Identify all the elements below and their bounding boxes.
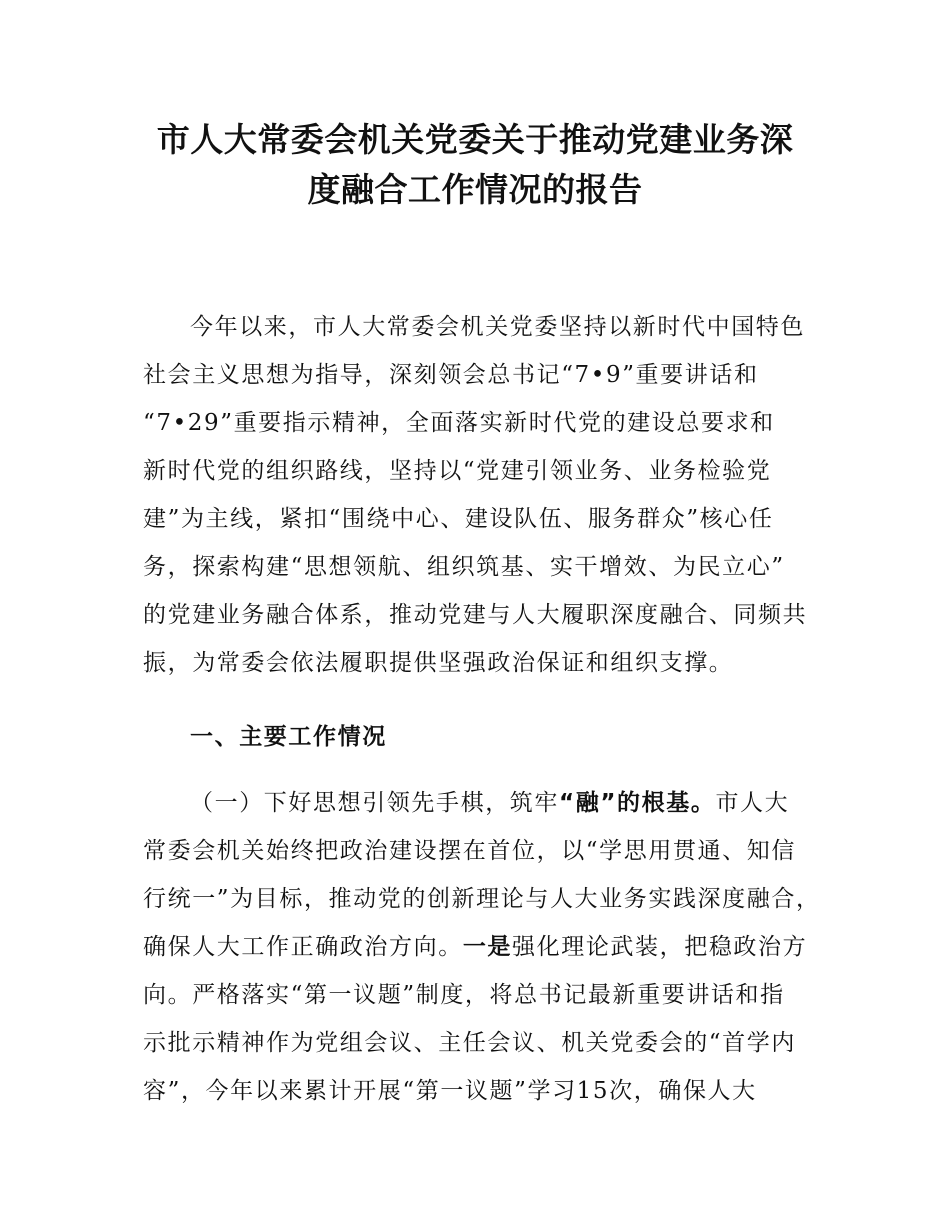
- sub1-line-7: 容”，今年以来累计开展“第一议题”学习15次，确保人大: [143, 1078, 757, 1104]
- sub1-line-4-suffix: 强化理论武装，把稳政治方: [512, 934, 808, 960]
- sub1-line-3: 行统一”为目标，推动党的创新理论与人大业务实践深度融合，: [143, 886, 821, 912]
- sub1-line-1-suffix: 市人大: [715, 790, 790, 816]
- sub1-line-4: [143, 927, 833, 967]
- intro-line-6: 务，探索构建“思想领航、组织筑基、实干增效、为民立心”: [143, 554, 785, 580]
- intro-line-4: 新时代党的组织路线，坚持以“党建引领业务、业务检验党: [143, 458, 772, 484]
- document-title-line-1: 市人大常委会机关党委关于推动党建业务深: [156, 120, 794, 159]
- intro-line-2: 社会主义思想为指导，深刻领会总书记“7•9”重要讲话和: [143, 362, 759, 388]
- intro-line-3: “7•29”重要指示精神，全面落实新时代党的建设总要求和: [143, 410, 775, 436]
- sub1-line-4-prefix: 确保人大工作正确政治方向。: [143, 934, 463, 960]
- sub1-line-2: 常委会机关始终把政治建设摆在首位，以“学思用贯通、知信: [143, 838, 796, 864]
- section-1-heading: 一、主要工作情况: [190, 724, 387, 750]
- intro-line-7: 的党建业务融合体系，推动党建与人大履职深度融合、同频共: [143, 602, 808, 628]
- sub1-line-1: [190, 783, 833, 823]
- intro-line-8: 振，为常委会依法履职提供坚强政治保证和组织支撑。: [143, 650, 734, 676]
- sub1-line-6: 示批示精神作为党组会议、主任会议、机关党委会的“首学内: [143, 1030, 796, 1056]
- intro-line-5: 建”为主线，紧扣“围绕中心、建设队伍、服务群众”核心任: [143, 506, 774, 532]
- intro-line-1: 今年以来，市人大常委会机关党委坚持以新时代中国特色: [190, 314, 805, 340]
- sub1-line-1-bold: “融”的根基。: [559, 790, 716, 816]
- document-title-line-2: 度融合工作情况的报告: [307, 170, 643, 209]
- sub1-line-5: 向。严格落实“第一议题”制度，将总书记最新重要讲话和指: [143, 982, 785, 1008]
- sub1-line-4-bold: 一是: [462, 934, 513, 960]
- sub1-line-1-prefix: （一）下好思想引领先手棋，筑牢: [190, 790, 559, 816]
